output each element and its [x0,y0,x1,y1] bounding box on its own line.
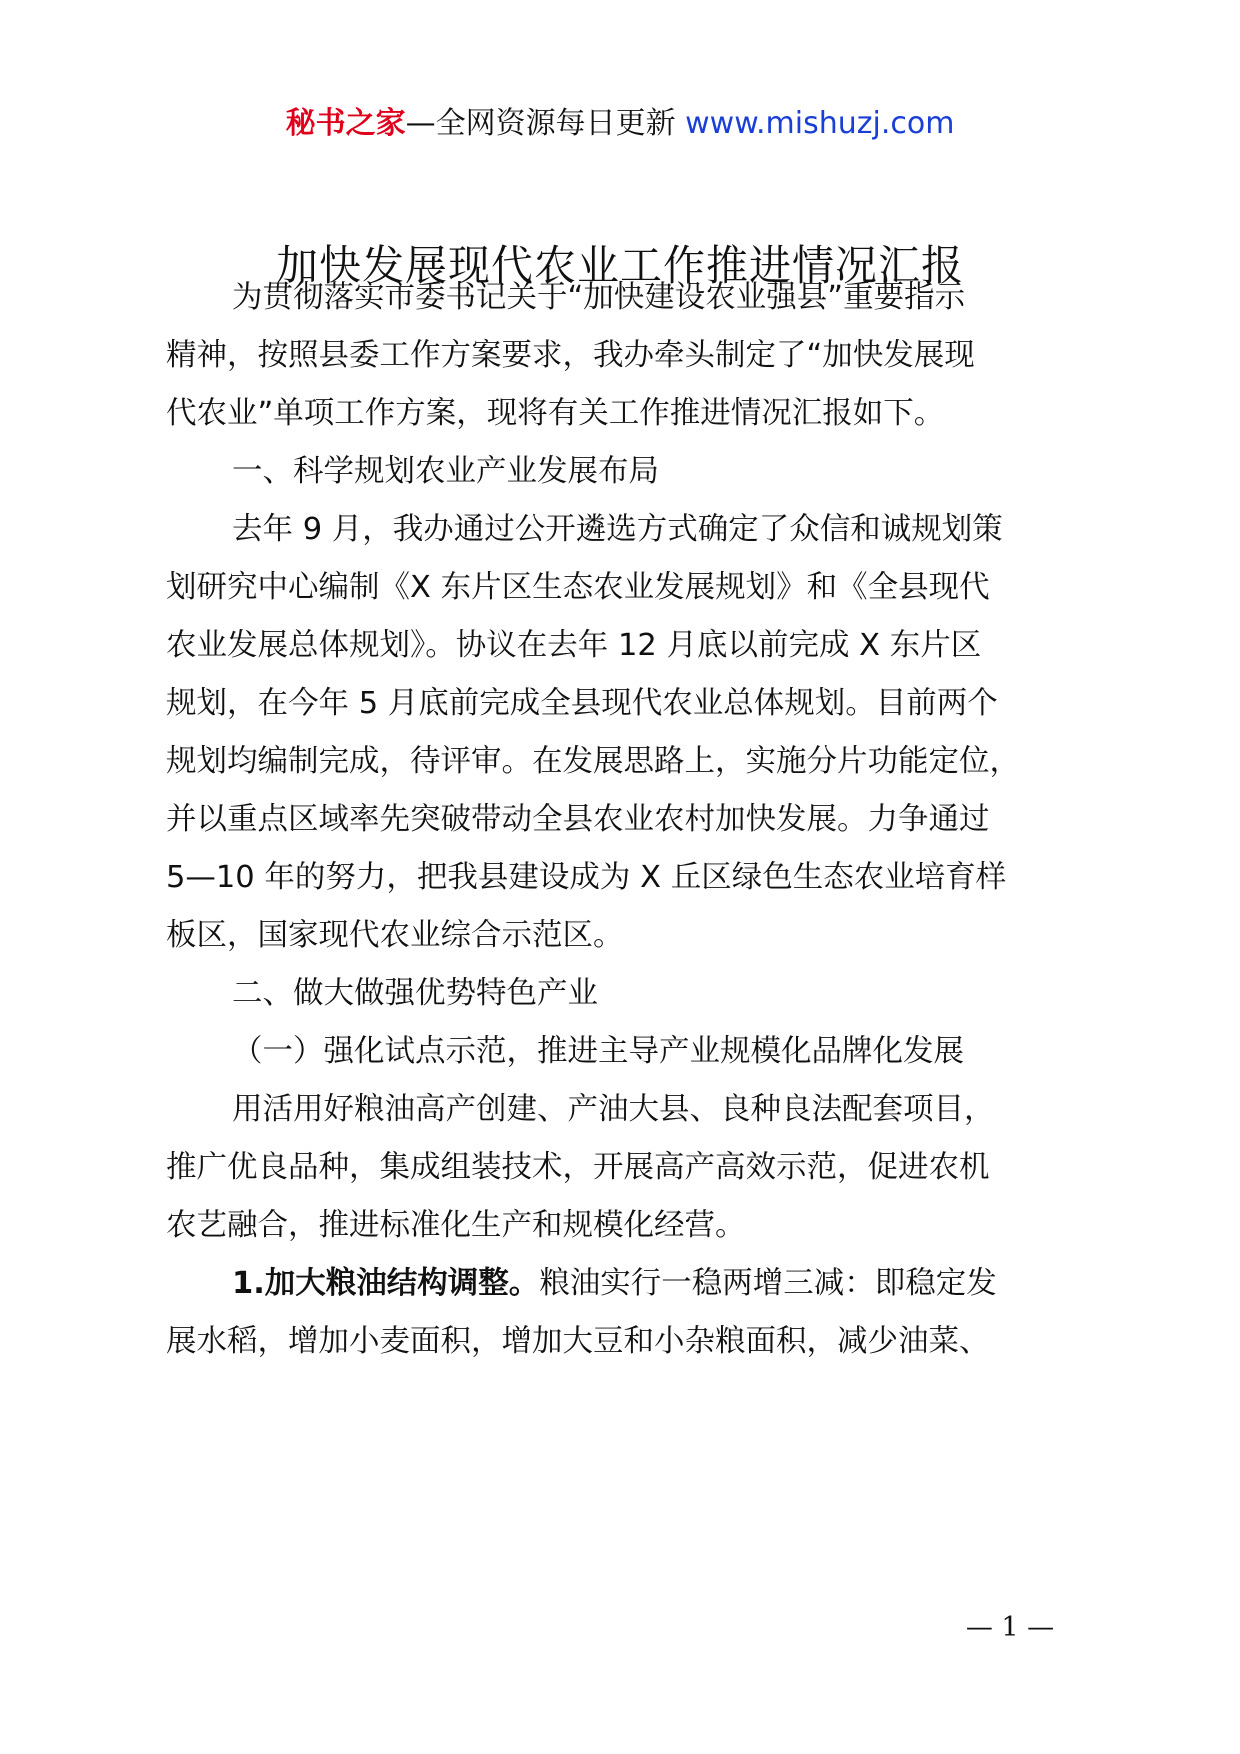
paragraph-line: 展水稻，增加小麦面积，增加大豆和小杂粮面积，减少油菜、 [166,1324,990,1359]
paragraph-line: 5—10 年的努力，把我县建设成为 X 丘区绿色生态农业培育样 [166,860,1007,895]
paragraph-line: 划研究中心编制《X 东片区生态农业发展规划》和《全县现代 [166,570,990,605]
item-lead-text: 粮油实行一稳两增三减：即稳定发 [539,1266,997,1301]
paragraph-line: 农业发展总体规划》。协议在去年 12 月底以前完成 X 东片区 [166,628,982,663]
paragraph-line: 并以重点区域率先突破带动全县农业农村加快发展。力争通过 [166,802,990,837]
paragraph-line: 板区，国家现代农业综合示范区。 [166,918,624,953]
page-number: — 1 — [965,1612,1055,1643]
subsection-heading: （一）强化试点示范，推进主导产业规模化品牌化发展 [232,1034,964,1069]
site-header-banner [0,104,1240,144]
header-tagline: —全网资源每日更新 [405,106,686,141]
brand-name: 秘书之家 [285,106,406,141]
paragraph-line: 农艺融合，推进标准化生产和规模化经营。 [166,1208,746,1243]
paragraph-line: 推广优良品种，集成组装技术，开展高产高效示范，促进农机 [166,1150,990,1185]
paragraph-line: 用活用好粮油高产创建、产油大县、良种良法配套项目， [232,1092,995,1127]
paragraph-line: 规划，在今年 5 月底前完成全县现代农业总体规划。目前两个 [166,686,998,721]
paragraph-line: 规划均编制完成，待评审。在发展思路上，实施分片功能定位， [166,744,1020,779]
section-heading: 一、科学规划农业产业发展布局 [232,454,659,489]
item-lead-heading: 1.加大粮油结构调整。 [232,1266,540,1301]
paragraph-line: 代农业”单项工作方案，现将有关工作推进情况汇报如下。 [166,396,945,431]
paragraph-line: 精神，按照县委工作方案要求，我办牵头制定了“加快发展现 [166,338,975,373]
paragraph-line: 为贯彻落实市委书记关于“加快建设农业强县”重要指示 [232,280,966,315]
site-url-link[interactable]: www.mishuzj.com [685,106,955,141]
section-heading: 二、做大做强优势特色产业 [232,976,598,1011]
paragraph-line: 去年 9 月，我办通过公开遴选方式确定了众信和诚规划策 [232,512,1003,547]
document-title: 加快发展现代农业工作推进情况汇报 [275,241,964,290]
paragraph-line [232,1262,997,1306]
